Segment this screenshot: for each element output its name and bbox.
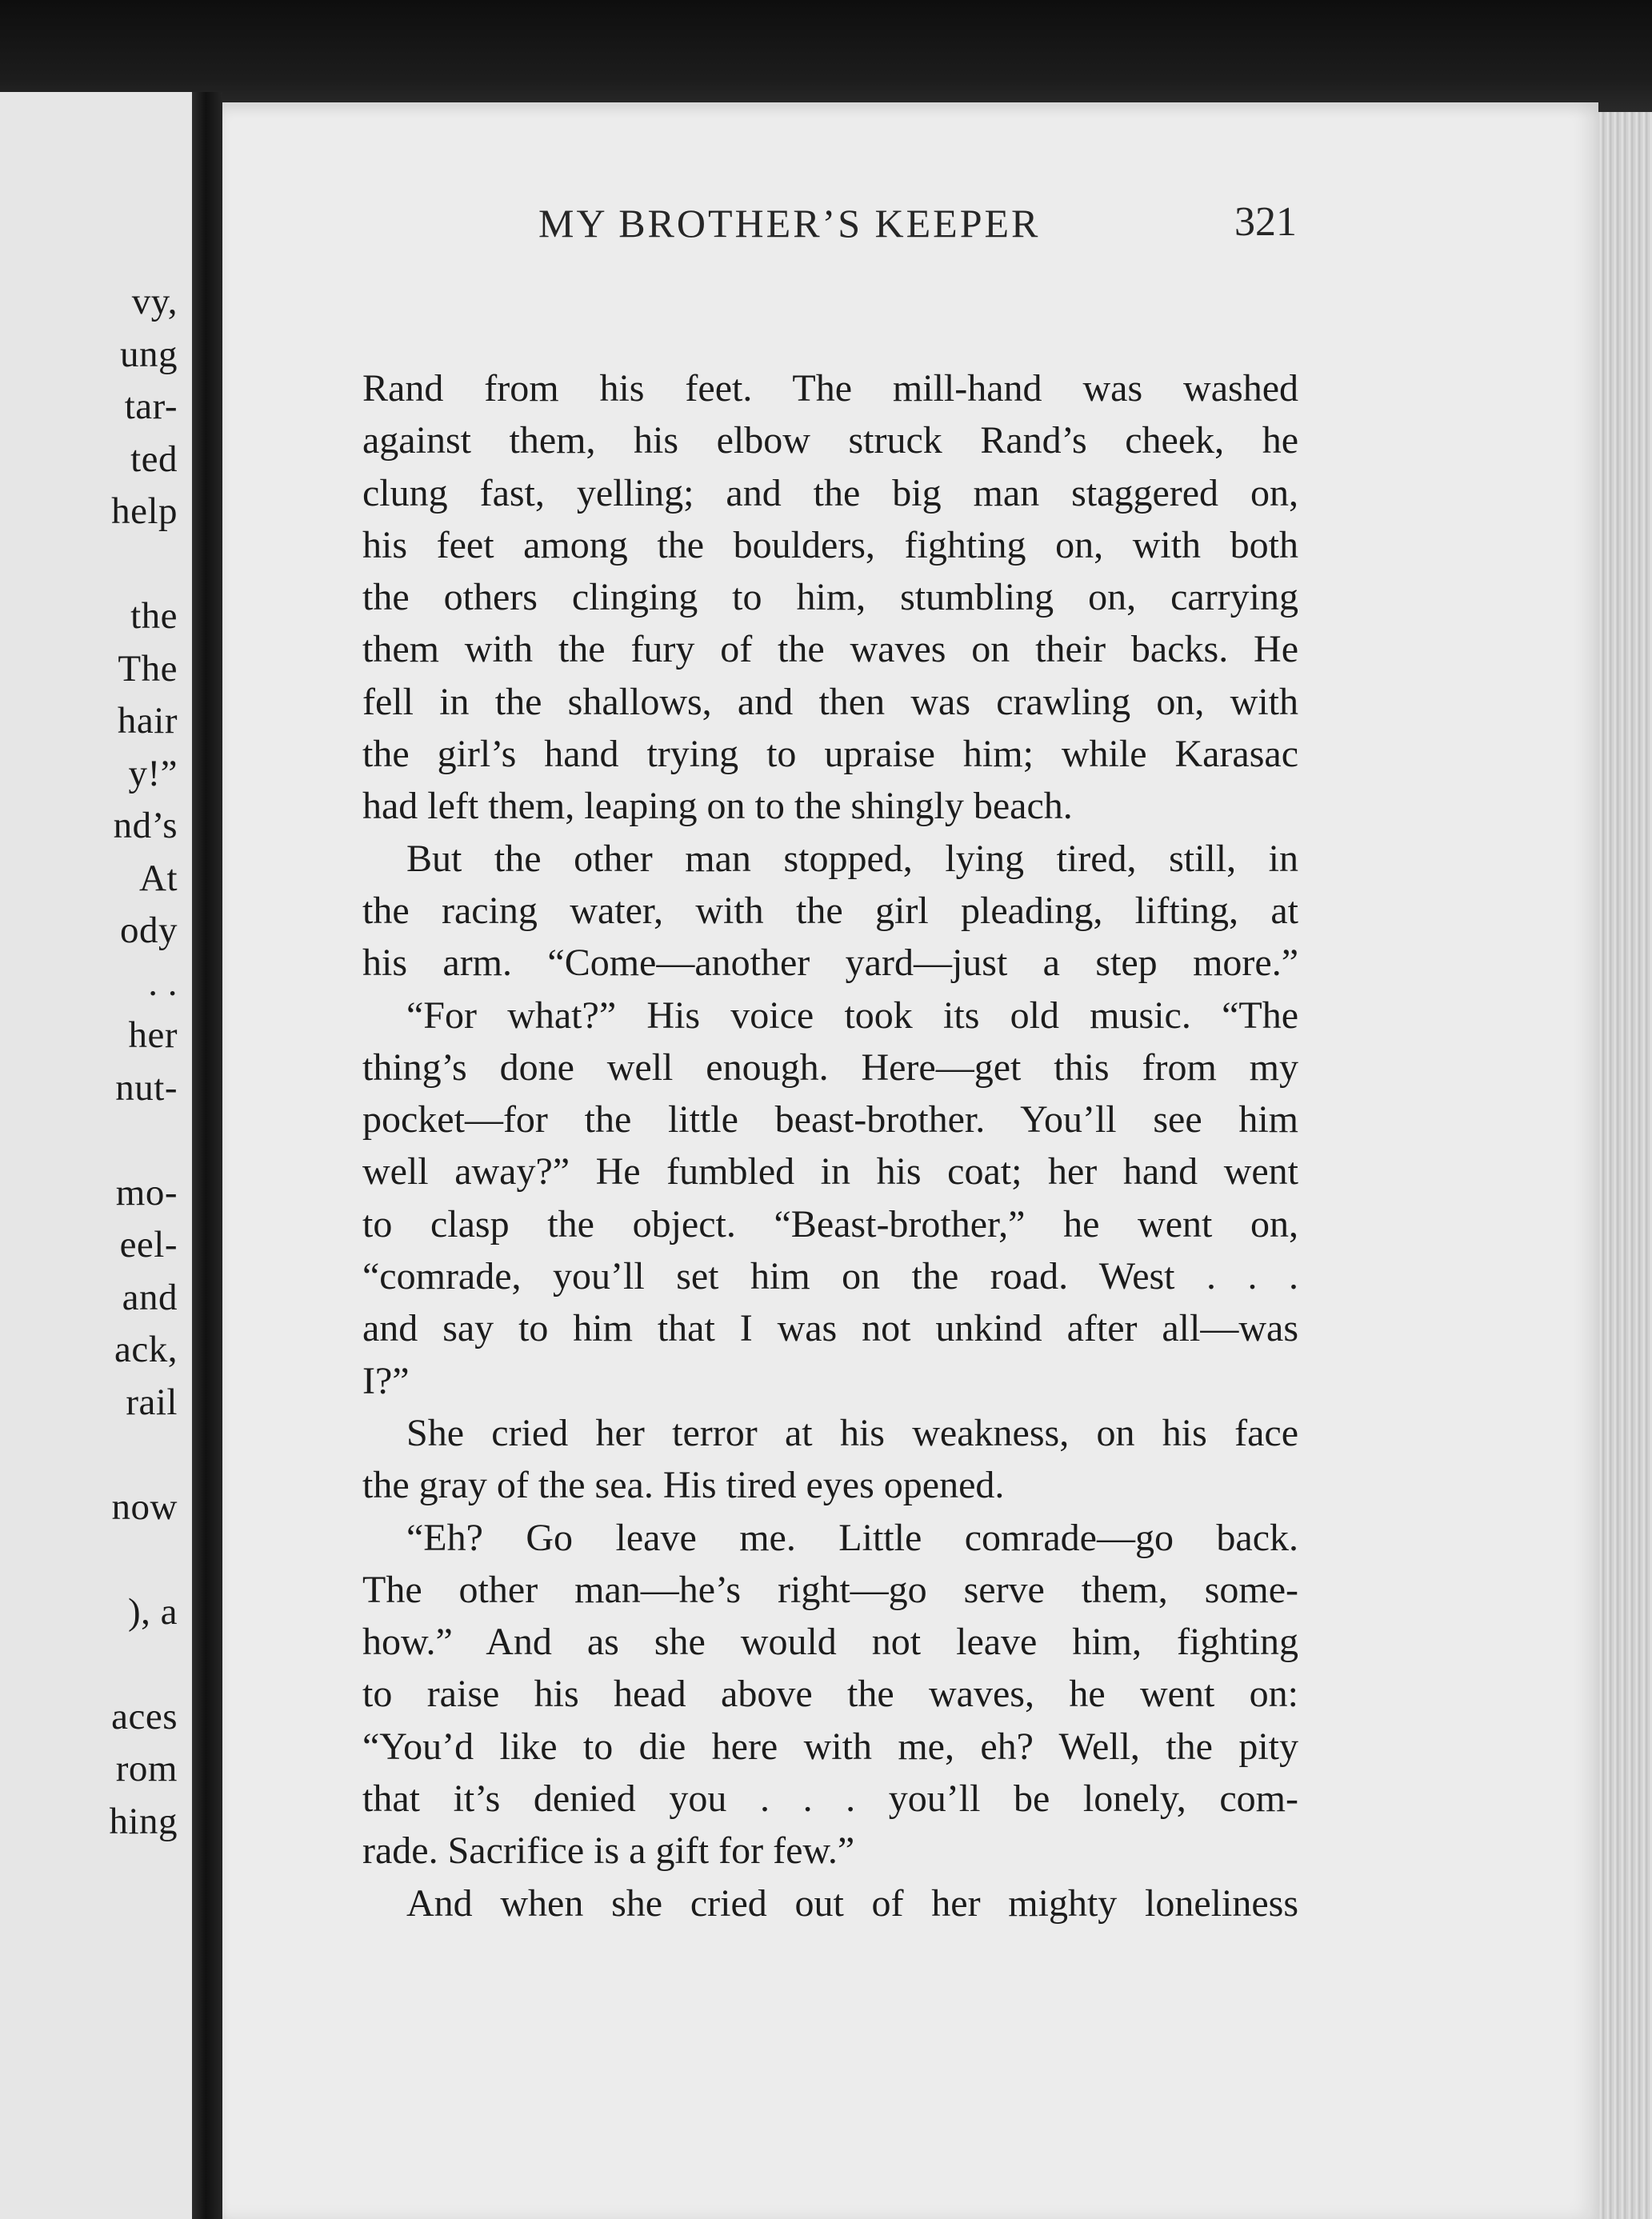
facing-page-fragment: hing bbox=[109, 1800, 178, 1842]
facing-page-fragment: help bbox=[111, 490, 178, 532]
text-line: The other man—he’s right—go serve them, some- bbox=[362, 1568, 1298, 1611]
facing-page-fragment: ody bbox=[120, 910, 178, 951]
facing-page-fragment: The bbox=[118, 647, 178, 690]
text-line: to raise his head above the waves, he went on: bbox=[362, 1673, 1298, 1716]
text-line: But the other man stopped, lying tired, still, in bbox=[406, 837, 1298, 880]
text-line: his arm. “Come—another yard—just a step more.” bbox=[362, 942, 1298, 985]
facing-page-fragment: mo- bbox=[115, 1171, 178, 1213]
running-head: MY BROTHER’S KEEPER bbox=[538, 201, 1041, 246]
facing-page-fragment: eel- bbox=[119, 1224, 178, 1265]
body-text bbox=[362, 362, 1298, 1929]
text-line: and say to him that I was not unkind after all—was bbox=[362, 1307, 1298, 1350]
book-gutter bbox=[192, 92, 222, 2219]
facing-page-fragment: vy, bbox=[131, 281, 178, 322]
text-line: to clasp the object. “Beast-brother,” he went on, bbox=[362, 1202, 1298, 1245]
book-page bbox=[222, 102, 1598, 2219]
facing-page-fragment: nut- bbox=[115, 1066, 178, 1109]
text-line: pocket—for the little beast-brother. You’ll see him bbox=[362, 1098, 1298, 1141]
text-line: them with the fury of the waves on their backs. He bbox=[362, 628, 1298, 671]
facing-page-fragment: ack, bbox=[114, 1329, 178, 1370]
facing-page-fragment: At bbox=[139, 857, 178, 899]
text-line: had left them, leaping on to the shingly beach. bbox=[362, 785, 1073, 828]
text-line: rade. Sacrifice is a gift for few.” bbox=[362, 1829, 855, 1873]
facing-page-fragment: rom bbox=[115, 1748, 178, 1789]
text-line: the others clinging to him, stumbling on, carrying bbox=[362, 576, 1298, 619]
text-line: “Eh? Go leave me. Little comrade—go back. bbox=[406, 1516, 1298, 1559]
text-line: how.” And as she would not leave him, fighting bbox=[362, 1621, 1298, 1664]
text-line: fell in the shallows, and then was crawling on, with bbox=[362, 680, 1298, 723]
text-line: clung fast, yelling; and the big man staggered on, bbox=[362, 471, 1298, 514]
facing-page-fragment: tar- bbox=[124, 386, 178, 427]
text-line: She cried her terror at his weakness, on his face bbox=[406, 1411, 1298, 1454]
facing-page bbox=[0, 92, 195, 2219]
text-line: I?” bbox=[362, 1359, 410, 1402]
facing-page-fragment: ted bbox=[130, 438, 178, 480]
text-line: the racing water, with the girl pleading, lifting, at bbox=[362, 889, 1298, 932]
text-line: “comrade, you’ll set him on the road. West . . . bbox=[362, 1255, 1298, 1298]
text-line: the girl’s hand trying to upraise him; while Karasac bbox=[362, 733, 1298, 776]
text-line: his feet among the boulders, fighting on, with both bbox=[362, 523, 1298, 566]
facing-page-fragment: her bbox=[128, 1014, 178, 1056]
scan-background bbox=[0, 0, 1652, 112]
facing-page-fragment: nd’s bbox=[113, 805, 178, 846]
page-edge bbox=[1598, 112, 1652, 2219]
text-line: that it’s denied you . . . you’ll be lonely, com- bbox=[362, 1777, 1298, 1821]
text-line: well away?” He fumbled in his coat; her hand went bbox=[362, 1150, 1298, 1193]
facing-page-fragment: and bbox=[122, 1276, 178, 1318]
text-line: And when she cried out of her mighty loneliness bbox=[406, 1881, 1298, 1925]
text-line: thing’s done well enough. Here—get this from my bbox=[362, 1046, 1298, 1089]
text-line: “You’d like to die here with me, eh? Well, the pity bbox=[362, 1725, 1298, 1768]
facing-page-fragment: y!” bbox=[128, 752, 178, 794]
facing-page-fragment: rail bbox=[126, 1381, 178, 1423]
page-number: 321 bbox=[1234, 199, 1297, 245]
facing-page-fragment: . . bbox=[148, 962, 178, 1004]
text-line: Rand from his feet. The mill-hand was washed bbox=[362, 367, 1298, 410]
facing-page-fragment: ), a bbox=[127, 1590, 178, 1633]
facing-page-fragment: ung bbox=[120, 333, 178, 375]
text-line: against them, his elbow struck Rand’s cheek, he bbox=[362, 419, 1298, 462]
facing-page-fragment: aces bbox=[111, 1695, 178, 1737]
facing-page-fragment: the bbox=[130, 595, 178, 637]
facing-page-fragment: hair bbox=[117, 700, 178, 742]
text-line: “For what?” His voice took its old music. “The bbox=[406, 994, 1298, 1037]
facing-page-fragment: now bbox=[111, 1485, 178, 1528]
text-line: the gray of the sea. His tired eyes opened. bbox=[362, 1464, 1005, 1507]
